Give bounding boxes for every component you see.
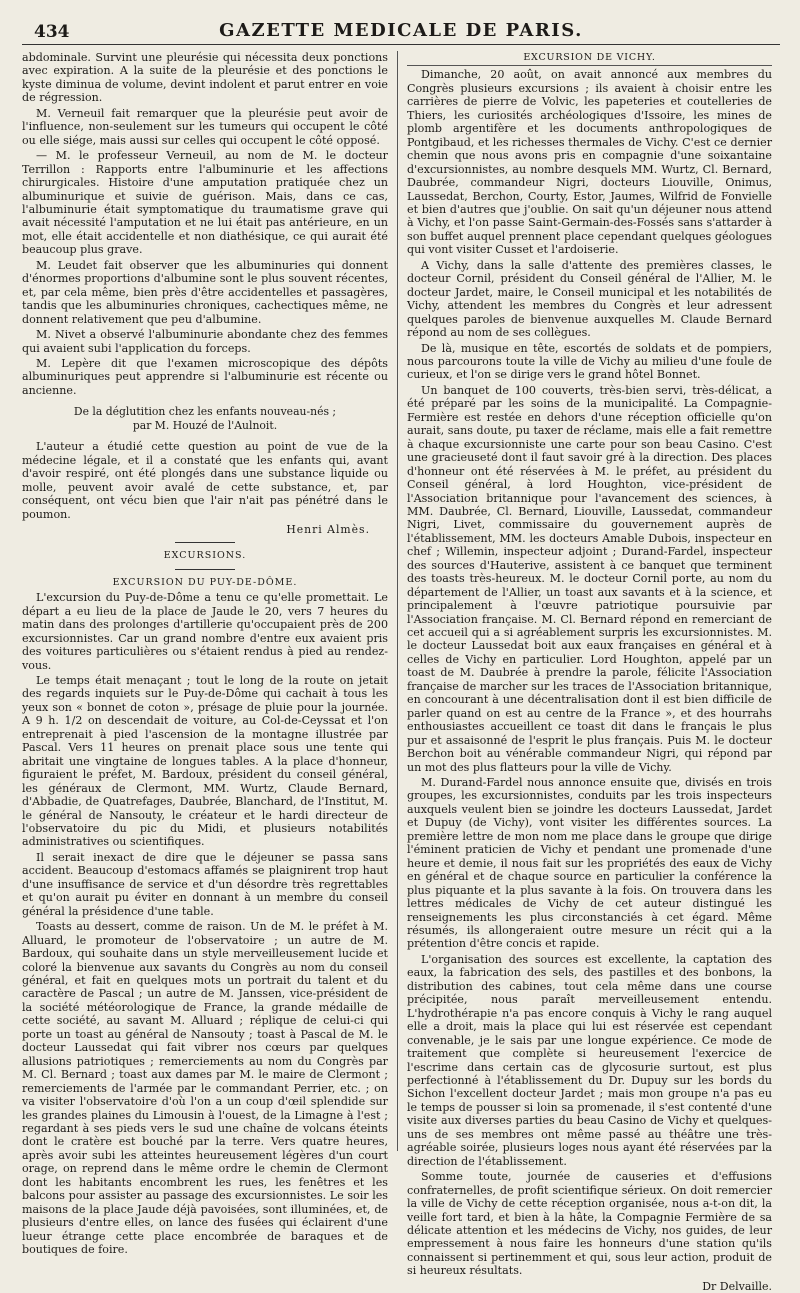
paragraph: M. Nivet a observé l'albuminurie abondante chez des femmes qui avaient subi l'application du forceps. [22,328,388,355]
divider [175,569,235,570]
article-signature: Henri Almès. [286,522,370,536]
paragraph: Le temps était menaçant ; tout le long de la route on jetait des regards inquiets sur le Puy-de-Dôme qui cachait à tous les yeux son « bonnet de coton », présage de pluie pour la journée. A 9 h. 1/2 on descendait de voiture, au Col-de-Ceyssat et l'on entreprenait à pied l'ascension de la montagne illustrée par Pascal. Vers 11 heures on prenait place sous une tente qui abritait une vingtaine de longues tables. A la place d'honneur, figuraient le préfet, M. Bardoux, président du conseil général, les généraux de Clermont, MM. Wurtz, Claude Bernard, d'Abbadie, de Quatrefages, Daubrée, Blanchard, de l'Institut, M. le général de Nansouty, le créateur et le hardi directeur de l'observatoire du pic du Midi, et plusieurs notabilités administratives ou scientifiques. [22,674,388,849]
paragraph: L'organisation des sources est excellente, la captation des eaux, la fabrication des sels, des pastilles et des bonbons, la distribution des cabines, tout cela même dans une course précipitée, nous paraît merveilleusement entendu. L'hydrothérapie n'a pas encore conquis à Vichy le rang auquel elle a droit, mais la place qui lui est réservée est cependant convenable, je le sais par une longue expérience. Ce mode de traitement que complète si heureusement l'exercice de l'escrime dans certain cas de glycosurie surtout, est plus perfectionné à l'établissement du Dr. Dupuy sur les bords du Sichon l'excellent docteur Jardet ; mais mon groupe n'a pas eu le temps de pousser si loin sa promenade, il s'est contenté d'une visite aux diverses parties du beau Casino de Vichy et quelques-uns de ses membres ont même passé au théâtre une très-agréable soirée, plusieurs loges nous ayant été réservées par la direction de l'établissement. [407,952,772,1168]
paragraph: Toasts au dessert, comme de raison. Un de M. le préfet à M. Alluard, le promoteur de l'observatoire ; un autre de M. Bardoux, qui souhaite dans un style merveilleusement lucide et coloré la bienvenue aux savants du Congrès au nom du conseil général, et fait en quelques mots un portrait du talent et du caractère de Pascal ; un autre de M. Janssen, vice-président de la société météorologique de France, la grande médaille de cette société, au savant M. Alluard ; réplique de celui-ci qui porte un toast au général de Nansouty ; toast à Pascal de M. le docteur Laussedat qui fait vibrer nos cœurs par quelques allusions patriotiques ; remerciements au nom du Congrès par M. Cl. Bernard ; toast aux dames par M. le maire de Clermont ; remerciements de l'armée par le commandant Perrier, etc. ; on va visiter l'observatoire d'où l'on a un coup d'œil splendide sur les grandes plaines du Limousin à l'ouest, de la Limagne à l'est ; regardant à ses pieds vers le sud une chaîne de volcans éteints dont le cratère est bouché par la terre. Vers quatre heures, après avoir subi les atteintes heureusement légères d'un court orage, on reprend dans le même ordre le chemin de Clermont dont les habitants encombrent les rues, les fenêtres et les balcons pour assister au passage des excursionnistes. Le soir les maisons de la place Jaude déjà pavoisées, sont illuminées, et, de plusieurs d'entre elles, on lance des fusées qui éclairent d'une lueur étrange cette place encombrée de baraques et de boutiques de foire. [22,920,388,1257]
paragraph: Il serait inexact de dire que le déjeuner se passa sans accident. Beaucoup d'estomacs affamés se plaignirent trop haut d'une insuffisance de service et d'un désordre très regrettables et qu'on aurait pu éviter en donnant à un membre du conseil général la présidence d'une table. [22,850,388,918]
right-column [397,51,772,1293]
article-author: par M. Houzé de l'Aulnoit. [132,418,278,432]
section-running-head: EXCURSION DE VICHY. [407,51,772,66]
paragraph: A Vichy, dans la salle d'attente des premières classes, le docteur Cornil, président du Conseil général de l'Allier, M. le docteur Jardet, maire, le Conseil municipal et les notabilités de Vichy, attendent les membres du Congrès et leur adressent quelques paroles de bienvenue auxquelles M. Claude Bernard répond au nom de ses collègues. [407,258,772,340]
paragraph: L'auteur a étudié cette question au point de vue de la médecine légale, et il a constaté que les enfants qui, avant d'avoir respiré, ont été plongés dans une substance liquide ou molle, peuvent avoir avalé de cette substance, et, par conséquent, ont vécu bien que l'air n'ait pas pénétré dans le poumon. [22,440,388,521]
paragraph: abdominale. Survint une pleurésie qui nécessita deux ponctions avec expiration. A la suite de la pleurésie et des ponctions le kyste diminua de volume, devint indolent et parut entrer en voie de régression. [22,51,388,105]
page-number: 434 [34,22,70,42]
section-subheading: EXCURSION DU PUY-DE-DÔME. [112,576,298,588]
journal-title: GAZETTE MEDICALE DE PARIS. [219,20,583,41]
paragraph: L'excursion du Puy-de-Dôme a tenu ce qu'elle promettait. Le départ a eu lieu de la place de Jaude le 20, vers 7 heures du matin dans des prolonges d'artillerie qu'occupaient près de 200 excursionnistes. Car un grand nombre d'entre eux avaient pris des voitures particulières ou s'étaient rendus à pied au rendez-vous. [22,591,388,672]
paragraph: Un banquet de 100 couverts, très-bien servi, très-délicat, a été préparé par les soins de la municipalité. La Compagnie-Fermière est restée en dehors d'une réception officielle qu'on aurait, sans doute, pu taxer de réclame, mais elle a fait remettre à chaque excursionniste une carte pour son beau Casino. C'est une gracieuseté dont il faut savoir gré à la direction. Des places d'honneur ont été réservées à M. le préfet, au président du Conseil général, à lord Houghton, vice-président de l'Association britannique pour l'avancement des sciences, à MM. Daubrée, Cl. Bernard, Liouville, Laussedat, commandeur Nigri, Livet, commissaire du gouvernement auprès de l'établissement, MM. les docteurs Amable Dubois, inspecteur en chef ; Willemin, inspecteur adjoint ; Durand-Fardel, inspecteur des sources d'Hauterive, assistent à ce banquet que terminent des toasts très-heureux. M. le docteur Cornil porte, au nom du département de l'Allier, un toast aux savants et à la science, et principalement à l'œuvre patriotique poursuivie par l'Association française. M. Cl. Bernard répond en remerciant de cet accueil qui a si agréablement surpris les excursionnistes. M. le docteur Laussedat boit aux eaux françaises en général et à celles de Vichy en particulier. Lord Houghton, appelé par un toast de M. Daubrée à prendre la parole, félicite l'Association française de marcher sur les traces de l'Association britannique, en concourant à une décentralisation dont il est bien difficile de parler quand on est au centre de la France », et des hourrahs enthousiastes accueillent ce toast dit dans le français le plus pur et assaisonné de l'esprit le plus français. Puis M. le docteur Berchon boit au vénérable commandeur Nigri, qui répond par un mot des plus flatteurs pour la ville de Vichy. [407,383,772,774]
running-header [22,14,780,45]
author-signature: Dr Delvaille. [702,1279,772,1293]
article-title: De la déglutition chez les enfants nouveau-nés ; [73,405,337,419]
two-column-body [22,51,780,1293]
divider [175,542,235,543]
paragraph: Somme toute, journée de causeries et d'effusions confraternelles, de profit scientifique sérieux. On doit remercier la ville de Vichy de cette réception organisée, nous a-t-on dit, la veille fort tard, et bien à la hâte, la Compagnie Fermière de sa délicate attention et les médecins de Vichy, nos guides, de leur empressement à nous faire les honneurs d'une station qu'ils connaissent si pertinemment et qui, sous leur action, produit de si heureux résultats. [407,1170,772,1278]
paragraph: M. Leudet fait observer que les albuminuries qui donnent d'énormes proportions d'albumine sont le plus souvent récentes, et, par cela même, bien près d'être accidentelles et passagères, tandis que les albuminuries chroniques, cachectiques même, ne donnent relativement que peu d'albumine. [22,258,388,326]
paragraph: De là, musique en tête, escortés de soldats et de pompiers, nous parcourons toute la ville de Vichy au milieu d'une foule de curieux, et l'on se dirige vers le grand hôtel Bonnet. [407,341,772,382]
paragraph: M. Verneuil fait remarquer que la pleurésie peut avoir de l'influence, non-seulement sur les tumeurs qui occupent le côté ou elle siége, mais aussi sur celles qui occupent le côté opposé. [22,106,388,147]
paragraph: Dimanche, 20 août, on avait annoncé aux membres du Congrès plusieurs excursions ; ils avaient à choisir entre les carrières de pierre de Volvic, les papeteries et coutelleries de Thiers, les curiosités archéologiques d'Issoire, les mines de plomb argentifère et les documents anthropologiques de Pontgibaud, et les richesses thermales de Vichy. C'est ce dernier chemin que nous avons pris en compagnie d'une soixantaine d'excursionnistes, au nombre desquels MM. Wurtz, Cl. Bernard, Daubrée, commandeur Nigri, docteurs Liouville, Onimus, Laussedat, Berchon, Courty, Estor, Jaumes, Wilfrid de Fonvielle et bien d'autres que j'oublie. On sait qu'un déjeuner nous attend à Vichy, et l'on passe Saint-Germain-des-Fossés sans s'attarder à son buffet auquel prennent place cependant quelques géologues qui vont visiter Cusset et l'ardoiserie. [407,68,772,257]
paragraph: M. Durand-Fardel nous annonce ensuite que, divisés en trois groupes, les excursionnistes, conduits par les trois inspecteurs auxquels veulent bien se joindre les docteurs Laussedat, Jardet et Dupuy (de Vichy), vont visiter les différentes sources. La première lettre de mon nom me place dans le groupe que dirige l'éminent praticien de Vichy et pendant une promenade d'une heure et demie, il nous fait sur les propriétés des eaux de Vichy en général et de chaque source en particulier la conférence la plus piquante et la plus savante à la fois. On trouvera dans les lettres médicales de Vichy de cet auteur distingué les renseignements les plus circonstanciés à cet égard. Même résumés, ils allongeraient outre mesure un récit qui a la prétention d'être concis et rapide. [407,776,772,951]
left-column [22,51,397,1257]
paragraph: — M. le professeur Verneuil, au nom de M. le docteur Terrillon : Rapports entre l'albuminurie et les affections chirurgicales. Histoire d'une amputation pratiquée chez un albuminurique et suivie de guérison. Mais, dans ce cas, l'albuminurie était symptomatique du traumatisme grave qui avait nécessité l'amputation et ne lui était pas antérieure, en un mot, elle était accidentelle et non diathésique, ce qui aurait été beaucoup plus grave. [22,149,388,257]
section-heading: EXCURSIONS. [163,550,247,562]
paragraph: M. Lepère dit que l'examen microscopique des dépôts albuminuriques peut apprendre si l'albuminurie est récente ou ancienne. [22,356,388,397]
